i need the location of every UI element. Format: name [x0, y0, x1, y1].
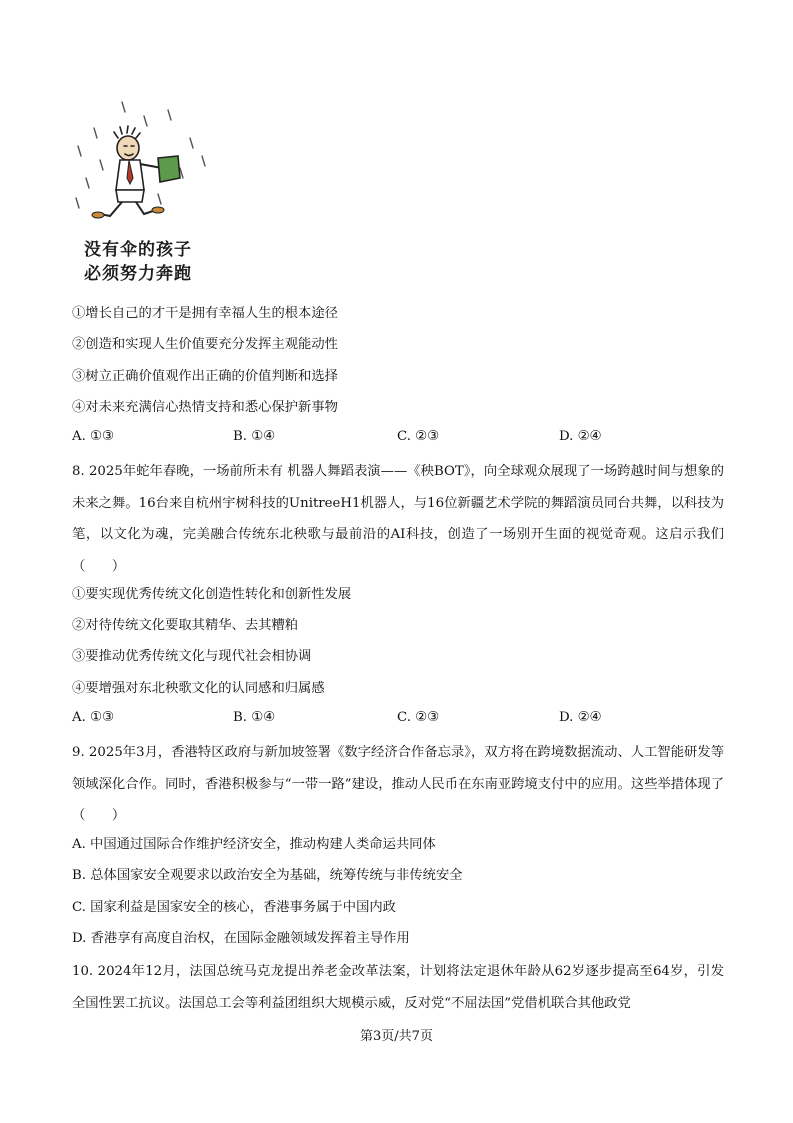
q8-option-b: B. ①④ — [233, 710, 276, 725]
running-child-in-rain-image — [70, 98, 220, 233]
q9-option-d: D. 香港享有高度自治权，在国际金融领域发挥着主导作用 — [72, 931, 410, 946]
q8-statement-3: ③要推动优秀传统文化与现代社会相协调 — [72, 649, 312, 664]
caption-line-2: 必须努力奔跑 — [84, 264, 192, 284]
q9-option-b: B. 总体国家安全观要求以政治安全为基础，统筹传统与非传统安全 — [72, 868, 463, 883]
q9-question-text: 9. 2025年3月，香港特区政府与新加坡签署《数字经济合作备忘录》，双方将在跨境数据流动、人工智能研发等领域深化合作。同时，香港积极参与“一带一路”建设，推动人民币在东南亚跨境支付中的应用。这些举措体现了（ ） — [72, 745, 724, 823]
q8-statement-1: ①要实现优秀传统文化创造性转化和创新性发展 — [72, 587, 352, 602]
q7-options — [72, 429, 724, 449]
q8-statement-4: ④要增强对东北秧歌文化的认同感和归属感 — [72, 681, 325, 696]
q7-option-d: D. ②④ — [559, 429, 602, 444]
q8-option-c: C. ②③ — [397, 710, 439, 725]
q7-option-c: C. ②③ — [397, 429, 439, 444]
q7-statement-2: ②创造和实现人生价值要充分发挥主观能动性 — [72, 337, 338, 352]
q8-option-d: D. ②④ — [559, 710, 602, 725]
q7-option-a: A. ①③ — [72, 429, 114, 444]
q7-option-b: B. ①④ — [233, 429, 276, 444]
q8-statement-2: ②对待传统文化要取其精华、去其糟粕 — [72, 618, 299, 633]
q10-question-text: 10. 2024年12月，法国总统马克龙提出养老金改革法案，计划将法定退休年龄从62岁逐步提高至64岁，引发全国性罢工抗议。法国总工会等利益团组织大规模示威，反对党“不屈法国”党借机联合其他政党 — [72, 964, 724, 1011]
cartoon-illustration — [70, 98, 220, 288]
q9-option-a: A. 中国通过国际合作维护经济安全，推动构建人类命运共同体 — [72, 837, 436, 852]
q7-statement-3: ③树立正确价值观作出正确的价值判断和选择 — [72, 369, 338, 384]
q8-options — [72, 710, 724, 730]
caption-line-1: 没有伞的孩子 — [84, 240, 192, 260]
q8-question-text: 8. 2025年蛇年春晚，一场前所未有 机器人舞蹈表演——《秧BOT》，向全球观众展现了一场跨越时间与想象的未来之舞。16台来自杭州宇树科技的UnitreeH1机器人，与16位新疆艺术学院的舞蹈演员同台共舞，以科技为笔，以文化为魂，完美融合传统东北秧歌与最前沿的AI科技，创造了一场别开生面的视觉奇观。这启示我们（ ） — [72, 464, 724, 574]
q7-statement-4: ④对未来充满信心热情支持和悉心保护新事物 — [72, 400, 338, 415]
illustration-caption — [84, 238, 214, 286]
page-number: 第3页/共7页 — [360, 1029, 433, 1044]
q8-option-a: A. ①③ — [72, 710, 114, 725]
q9-option-c: C. 国家利益是国家安全的核心，香港事务属于中国内政 — [72, 900, 396, 915]
q7-statement-1: ①增长自己的才干是拥有幸福人生的根本途径 — [72, 306, 338, 321]
